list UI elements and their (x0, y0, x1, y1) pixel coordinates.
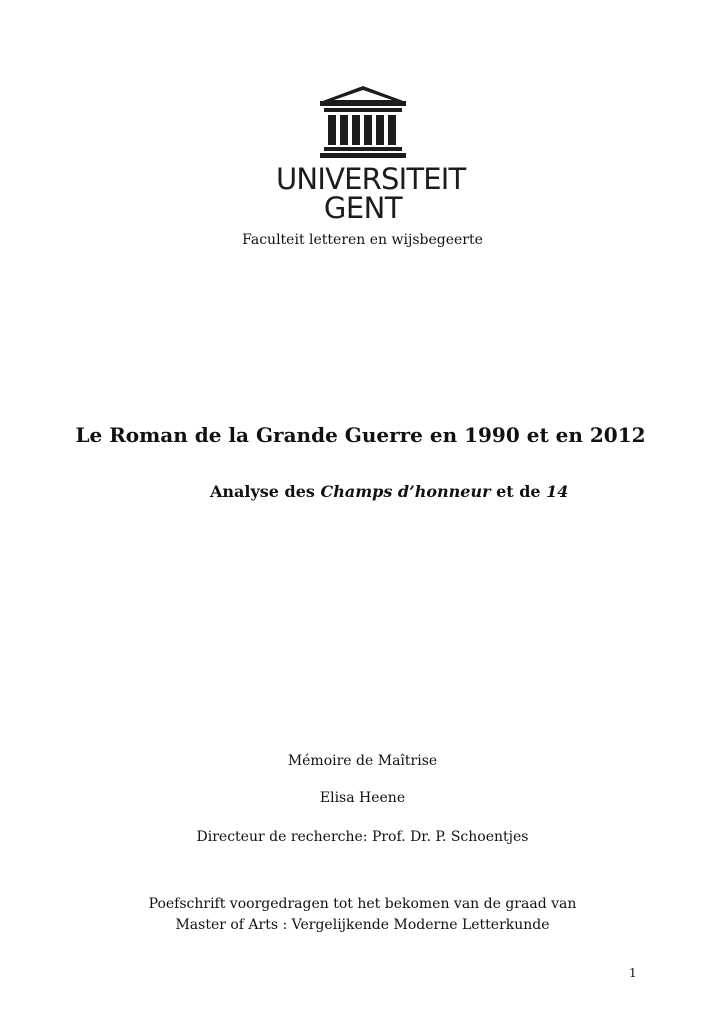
page-number: 1 (629, 966, 637, 980)
subtitle-book-one: Champs d’honneur (320, 482, 491, 501)
research-director: Directeur de recherche: Prof. Dr. P. Schoentjes (196, 829, 529, 845)
university-logo (276, 84, 466, 225)
logo-text-gent: GENT (323, 191, 403, 225)
subtitle-middle: et de (490, 482, 547, 501)
degree-statement-line-2: Master of Arts : Vergelijkende Moderne Letterkunde (175, 917, 550, 933)
thesis-subtitle (210, 482, 568, 501)
degree-statement-line-1: Poefschrift voorgedragen tot het bekomen van de graad van (148, 896, 577, 912)
author-name: Elisa Heene (319, 790, 406, 806)
thesis-title: Le Roman de la Grande Guerre en 1990 et en 2012 (75, 423, 646, 447)
subtitle-prefix: Analyse des (210, 482, 321, 501)
faculty-name: Faculteit letteren en wijsbegeerte (242, 232, 483, 248)
degree-type: Mémoire de Maîtrise (287, 753, 438, 769)
subtitle-book-two: 14 (546, 482, 569, 501)
logo-text-universiteit: UNIVERSITEIT (276, 162, 466, 196)
temple-icon (276, 84, 450, 172)
